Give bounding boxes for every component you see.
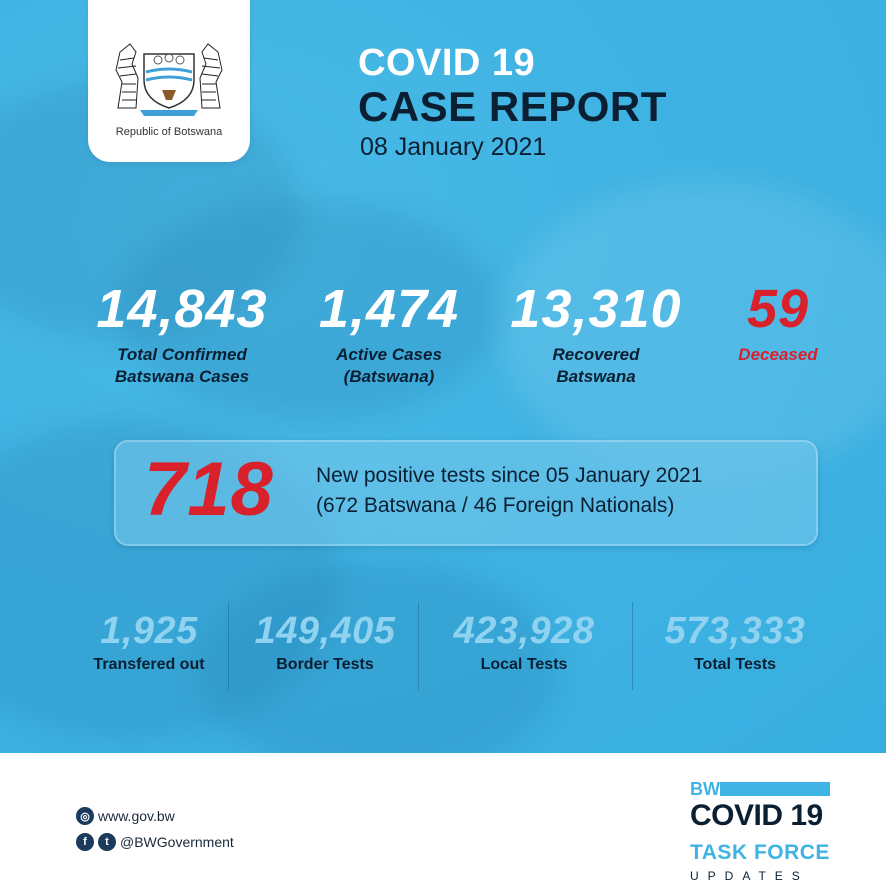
stat-value: 13,310 <box>510 279 682 339</box>
tests-row <box>0 612 886 692</box>
stat-label <box>496 344 696 388</box>
facebook-icon: f <box>76 833 94 851</box>
stat-label-line-1: Total Confirmed <box>117 345 247 364</box>
test-label: Border Tests <box>276 656 374 673</box>
new-cases-value: 718 <box>144 447 274 532</box>
task-force-covid: COVID 19 <box>690 799 823 832</box>
divider <box>418 602 419 690</box>
stat-value: 14,843 <box>96 279 268 339</box>
task-force-bw: BW <box>690 779 720 799</box>
stat-label-line-1: Active Cases <box>336 345 442 364</box>
test-label: Local Tests <box>480 656 568 673</box>
footer <box>0 753 886 886</box>
social-handle-text: @BWGovernment <box>120 834 234 850</box>
new-cases-description: New positive tests since 05 January 2021 <box>316 464 703 487</box>
test-border <box>236 612 414 674</box>
stat-label-line-2: (Batswana) <box>343 367 435 387</box>
stat-label-line-1: Recovered <box>552 345 640 364</box>
stat-label-line-1: Deceased <box>738 345 818 364</box>
stat-label-line-2: Batswana Cases <box>114 367 250 387</box>
test-label: Transfered out <box>93 656 205 673</box>
stat-value: 59 <box>746 279 810 339</box>
test-label: Total Tests <box>693 656 777 673</box>
task-force-updates: UPDATES <box>690 869 809 883</box>
test-total <box>640 612 830 674</box>
test-value: 149,405 <box>254 610 396 652</box>
title-line-2: CASE REPORT <box>358 83 667 130</box>
website-text: www.gov.bw <box>98 808 175 824</box>
test-local <box>426 612 622 674</box>
new-cases-panel <box>114 440 818 546</box>
website-link[interactable] <box>76 807 175 825</box>
stat-value: 1,474 <box>318 279 460 339</box>
stat-deceased <box>718 279 838 366</box>
test-value: 573,333 <box>664 610 806 652</box>
stat-recovered <box>496 279 696 388</box>
new-cases-breakdown: (672 Batswana / 46 Foreign Nationals) <box>316 494 675 517</box>
stat-total-confirmed <box>82 279 282 388</box>
divider <box>228 602 229 690</box>
emblem-card <box>88 0 250 162</box>
stat-active-cases <box>304 279 474 388</box>
divider <box>632 602 633 690</box>
emblem-caption: Republic of Botswana <box>115 126 223 138</box>
botswana-coat-of-arms-icon <box>110 30 228 116</box>
task-force-bar <box>720 782 830 796</box>
report-date: 08 January 2021 <box>360 133 547 161</box>
test-transferred-out <box>78 612 220 674</box>
stat-label-line-2: Batswana <box>556 367 636 387</box>
test-value: 1,925 <box>100 610 198 652</box>
task-force-logo <box>690 771 860 881</box>
twitter-icon: t <box>98 833 116 851</box>
social-handle[interactable] <box>76 833 234 851</box>
globe-icon: ◎ <box>76 807 94 825</box>
test-value: 423,928 <box>453 610 595 652</box>
task-force-title: TASK FORCE <box>690 841 830 864</box>
stat-label <box>304 344 474 388</box>
stat-label <box>82 344 282 388</box>
title-line-1: COVID 19 <box>358 42 536 84</box>
stat-label <box>718 344 838 366</box>
